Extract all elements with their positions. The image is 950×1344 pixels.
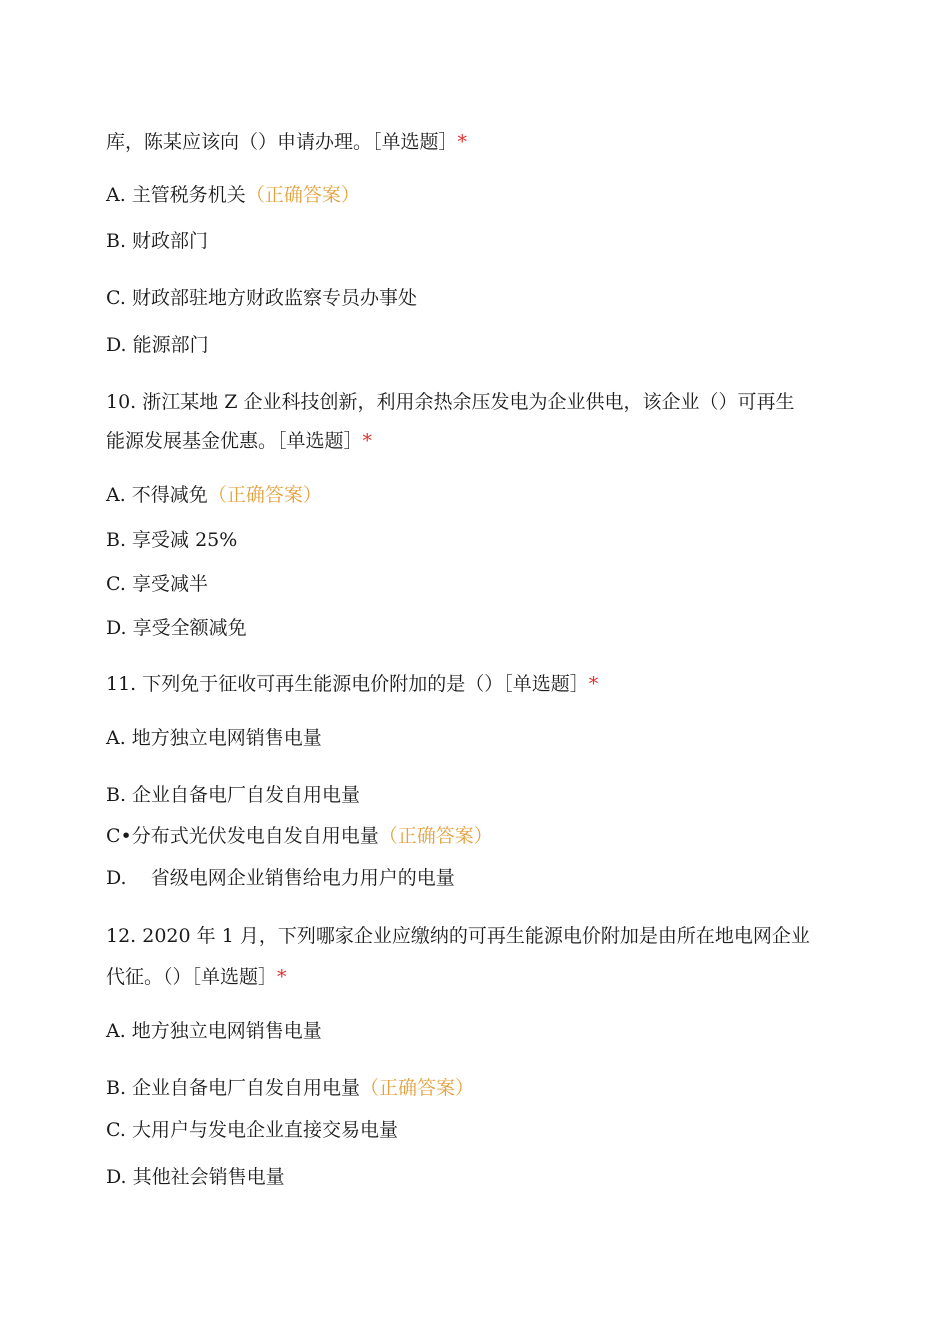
q9-option-c[interactable]: C. 财政部驻地方财政监察专员办事处	[106, 287, 417, 309]
q11-option-a[interactable]: A. 地方独立电网销售电量	[106, 727, 322, 749]
required-mark: *	[362, 430, 373, 452]
required-mark: *	[588, 673, 599, 695]
q9-option-d[interactable]: D. 能源部门	[106, 334, 209, 356]
q11-option-c[interactable]: C•分布式光伏发电自发自用电量（正确答案）	[106, 825, 493, 847]
q10-stem-line2: 能源发展基金优惠。［单选题］*	[106, 430, 373, 452]
required-mark: *	[457, 131, 468, 153]
q11-option-b[interactable]: B. 企业自备电厂自发自用电量	[106, 784, 361, 806]
q9-option-b[interactable]: B. 财政部门	[106, 230, 209, 252]
correct-answer-tag: （正确答案）	[360, 1077, 475, 1099]
q10-option-d[interactable]: D. 享受全额减免	[106, 617, 247, 639]
q10-option-a[interactable]: A. 不得减免（正确答案）	[106, 484, 322, 506]
correct-answer-tag: （正确答案）	[245, 184, 360, 206]
q12-option-b[interactable]: B. 企业自备电厂自发自用电量（正确答案）	[106, 1077, 475, 1099]
q11-stem-line1: 11. 下列免于征收可再生能源电价附加的是（）［单选题］*	[106, 673, 599, 695]
q10-option-b[interactable]: B. 享受减 25%	[106, 529, 238, 551]
q10-option-c[interactable]: C. 享受减半	[106, 573, 208, 595]
q9-option-a[interactable]: A. 主管税务机关（正确答案）	[106, 184, 360, 206]
correct-answer-tag: （正确答案）	[378, 825, 493, 847]
q12-option-c[interactable]: C. 大用户与发电企业直接交易电量	[106, 1119, 398, 1141]
q12-stem-line2: 代征。（）［单选题］*	[106, 966, 287, 988]
required-mark: *	[277, 966, 287, 988]
q12-option-d[interactable]: D. 其他社会销售电量	[106, 1166, 285, 1188]
q12-stem-line1: 12. 2020 年 1 月，下列哪家企业应缴纳的可再生能源电价附加是由所在地电网企业	[106, 925, 810, 947]
q11-option-d[interactable]: D. 省级电网企业销售给电力用户的电量	[106, 867, 455, 889]
q12-option-a[interactable]: A. 地方独立电网销售电量	[106, 1020, 322, 1042]
correct-answer-tag: （正确答案）	[207, 484, 322, 506]
q9-stem-line2: 库，陈某应该向（）申请办理。［单选题］*	[106, 131, 468, 153]
q10-stem-line1: 10. 浙江某地 Z 企业科技创新，利用余热余压发电为企业供电，该企业（）可再生	[106, 391, 795, 413]
